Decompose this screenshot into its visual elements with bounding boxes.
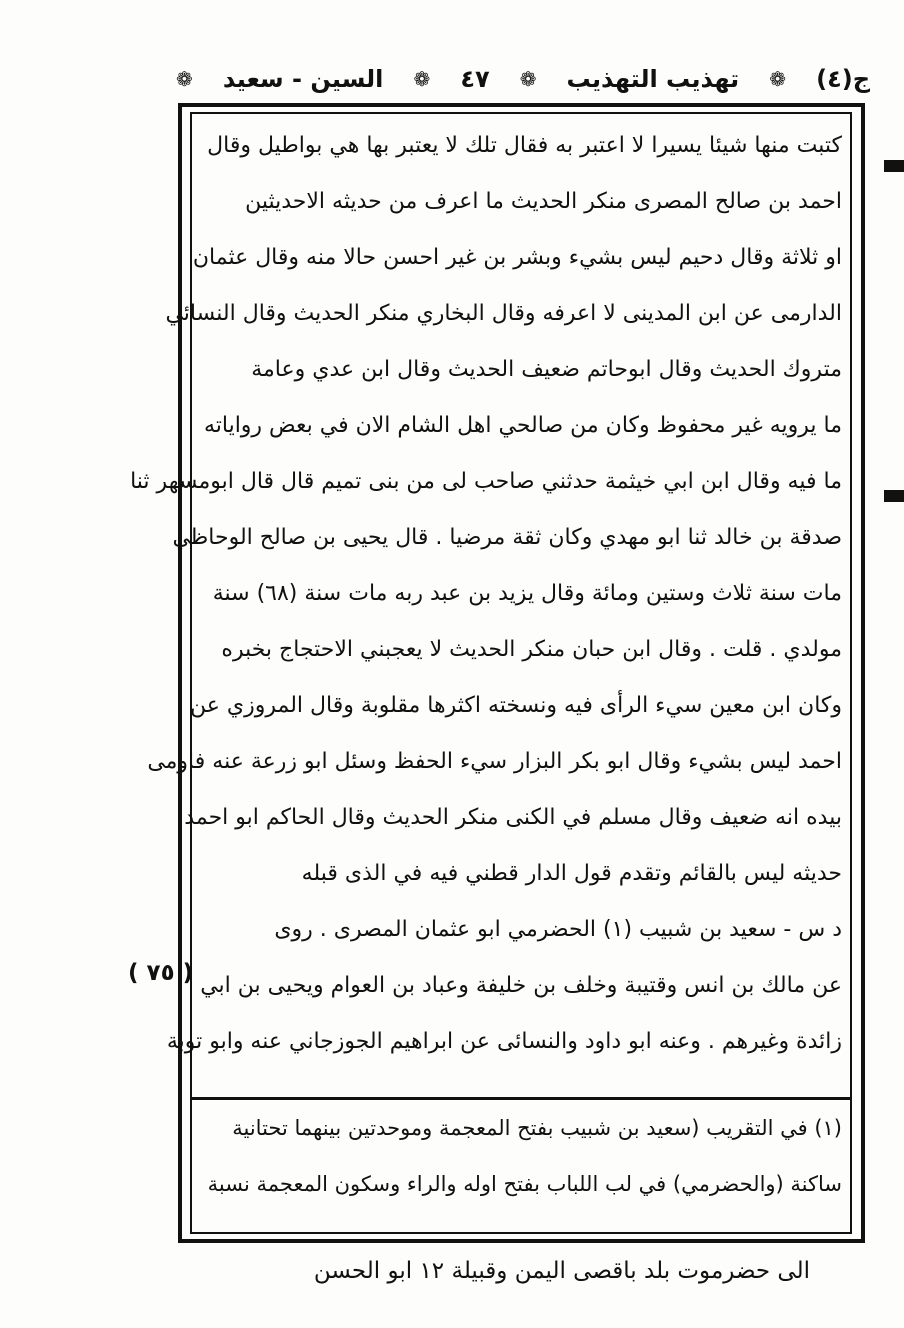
section-title: السين - سعيد — [222, 65, 384, 93]
text-line: ما فيه وقال ابن ابي خيثمة حدثني صاحب لى من بنى تميم قال قال ابومسهر ثنا — [130, 469, 842, 494]
margin-reference-number: ( ٧٥ ) — [128, 960, 194, 986]
scan-mark — [884, 160, 904, 172]
scan-mark — [884, 490, 904, 502]
text-line: الدارمى عن ابن المدينى لا اعرفه وقال البخاري منكر الحديث وقال النسائي — [165, 301, 842, 326]
ornament-icon: ❁ — [176, 67, 193, 91]
text-line: مات سنة ثلاث وستين ومائة وقال يزيد بن عبد ربه مات سنة (٦٨) سنة — [212, 581, 842, 606]
text-line: بيده انه ضعيف وقال مسلم في الكنى منكر الحديث وقال الحاكم ابو احمد — [184, 805, 842, 830]
footnote-line: ساكنة (والحضرمي) في لب اللباب بفتح اوله والراء وسكون المعجمة نسبة — [207, 1172, 842, 1196]
text-line: او ثلاثة وقال دحيم ليس بشيء وبشر بن غير احسن حالا منه وقال عثمان — [192, 245, 842, 270]
text-line: صدقة بن خالد ثنا ابو مهدي وكان ثقة مرضيا . قال يحيى بن صالح الوحاظي — [172, 525, 842, 550]
text-line: احمد ليس بشيء وقال ابو بكر البزار سيء الحفظ وسئل ابو زرعة عنه فاومى — [147, 749, 842, 774]
text-line: كتبت منها شيئا يسيرا لا اعتبر به فقال تلك لا يعتبر بها هي بواطيل وقال — [207, 133, 842, 158]
text-line: حديثه ليس بالقائم وتقدم قول الدار قطني فيه في الذى قبله — [301, 861, 842, 886]
page-number: ٤٧ — [460, 65, 490, 93]
book-title: تهذيب التهذيب — [566, 65, 740, 93]
text-line: وكان ابن معين سيء الرأى فيه ونسخته اكثرها مقلوبة وقال المروزي عن — [190, 693, 842, 718]
entry-heading-line: د س - سعيد بن شبيب (١) الحضرمي ابو عثمان المصرى . روى — [274, 917, 842, 942]
text-line: ما يرويه غير محفوظ وكان من صالحي اهل الشام الان في بعض رواياته — [203, 413, 842, 438]
ornament-icon: ❁ — [413, 67, 431, 91]
footnote-line: (١) في التقريب (سعيد بن شبيب بفتح المعجمة وموحدتين بينهما تحتانية — [232, 1116, 842, 1140]
ornament-icon: ❁ — [769, 67, 787, 91]
text-line: احمد بن صالح المصرى منكر الحديث ما اعرف من حديثه الاحديثين — [245, 189, 842, 214]
footnote-divider — [190, 1097, 852, 1100]
footnote-continuation: الى حضرموت بلد باقصى اليمن وقبيلة ١٢ ابو الحسن — [313, 1258, 810, 1284]
text-line: عن مالك بن انس وقتيبة وخلف بن خليفة وعباد بن العوام ويحيى بن ابي — [200, 973, 842, 998]
volume-label: ج(٤) — [816, 65, 870, 93]
text-line: مولدي . قلت . وقال ابن حبان منكر الحديث لا يعجبني الاحتجاج بخبره — [221, 637, 842, 662]
text-line: متروك الحديث وقال ابوحاتم ضعيف الحديث وقال ابن عدي وعامة — [251, 357, 842, 382]
ornament-icon: ❁ — [519, 67, 537, 91]
text-line: زائدة وغيرهم . وعنه ابو داود والنسائى عن ابراهيم الجوزجاني عنه وابو توبة — [166, 1029, 842, 1054]
